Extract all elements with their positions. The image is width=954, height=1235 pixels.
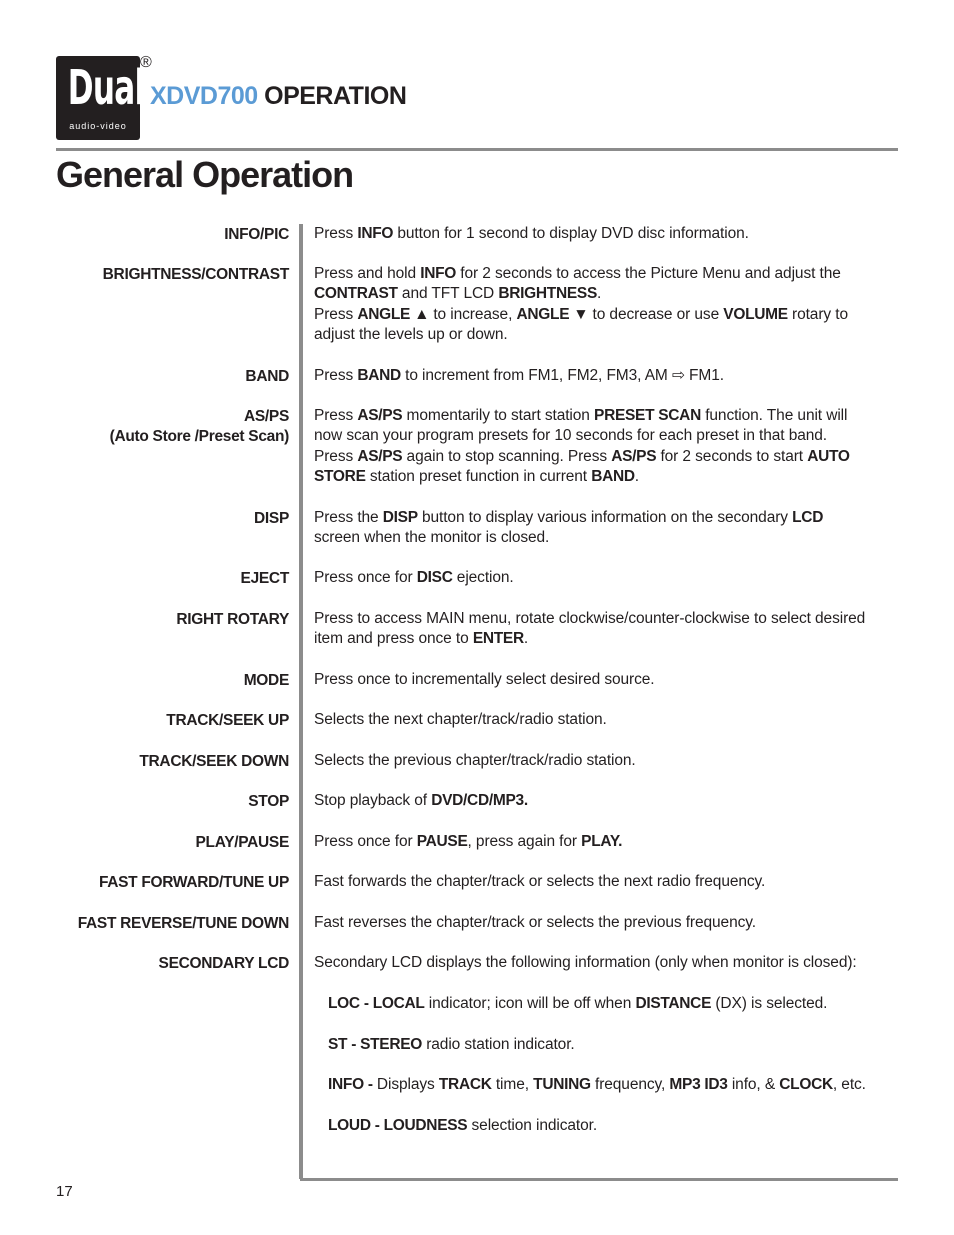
description-line bbox=[314, 528, 904, 548]
bold-term: ANGLE ▲ bbox=[357, 305, 430, 323]
lcd-indicator-description bbox=[328, 1035, 918, 1055]
description-line bbox=[314, 872, 904, 892]
description-line bbox=[314, 710, 904, 730]
control-label bbox=[29, 407, 289, 447]
description-line bbox=[314, 670, 904, 690]
text-run: Fast forwards the chapter/track or selects the next radio frequency. bbox=[314, 873, 766, 890]
control-label-line: FAST REVERSE/TUNE DOWN bbox=[77, 915, 289, 932]
text-run: to decrease or use bbox=[588, 305, 724, 323]
control-label-line: SECONDARY LCD bbox=[158, 955, 289, 972]
text-run: adjust the levels up or down. bbox=[314, 326, 508, 344]
logo-wordmark: Dual bbox=[67, 60, 145, 116]
text-run: Press once to incrementally select desired source. bbox=[314, 671, 655, 688]
bold-term: ST - STEREO bbox=[328, 1036, 423, 1053]
bold-term: AS/PS bbox=[357, 407, 403, 424]
bold-term: STORE bbox=[314, 468, 366, 486]
description-line bbox=[314, 284, 904, 304]
bold-term: PAUSE bbox=[416, 833, 468, 850]
text-run: now scan your program presets for 10 seconds for each preset in that band. bbox=[314, 427, 828, 445]
control-label bbox=[29, 610, 289, 630]
text-run: Press bbox=[314, 407, 358, 424]
text-run: indicator; icon will be off when bbox=[424, 995, 636, 1012]
control-label-line: INFO/PIC bbox=[224, 226, 289, 243]
text-run: button to display various information on the secondary bbox=[417, 509, 793, 526]
bold-term: INFO bbox=[420, 265, 457, 282]
control-label-line: DISP bbox=[254, 510, 289, 527]
bold-term: CONTRAST bbox=[314, 285, 398, 303]
bold-term: LCD bbox=[792, 509, 824, 526]
model-name: XDVD700 bbox=[150, 82, 258, 110]
bold-term: AUTO bbox=[807, 447, 850, 465]
bold-term: ENTER bbox=[472, 630, 524, 648]
bold-term: INFO - bbox=[328, 1076, 373, 1093]
text-run: (DX) is selected. bbox=[711, 995, 828, 1012]
page-title: General Operation bbox=[56, 154, 354, 195]
text-run: . bbox=[634, 468, 639, 486]
lcd-indicator-description bbox=[328, 1116, 918, 1136]
control-label bbox=[29, 509, 289, 529]
control-description bbox=[314, 751, 904, 771]
text-run: Press and hold bbox=[314, 265, 421, 282]
control-label-line: TRACK/SEEK DOWN bbox=[139, 753, 289, 770]
text-run: , etc. bbox=[832, 1076, 866, 1093]
description-line bbox=[314, 832, 904, 852]
text-run: and TFT LCD bbox=[397, 285, 499, 303]
control-label-line: BAND bbox=[245, 368, 289, 385]
control-description bbox=[314, 366, 904, 386]
text-run: Press bbox=[314, 225, 358, 242]
column-divider bbox=[299, 224, 303, 1179]
text-run: Displays bbox=[372, 1076, 439, 1093]
bold-term: AS/PS bbox=[357, 447, 403, 465]
description-line bbox=[314, 305, 904, 325]
text-run: Press once for bbox=[314, 569, 417, 586]
text-run: selection indicator. bbox=[467, 1117, 598, 1134]
text-run: station preset function in current bbox=[365, 468, 592, 486]
description-line bbox=[314, 791, 904, 811]
control-label bbox=[29, 671, 289, 691]
text-run: function. The unit will bbox=[700, 407, 848, 424]
text-run: to increment from FM1, FM2, FM3, AM ⇨ FM1. bbox=[400, 367, 724, 384]
text-run: Press the bbox=[314, 509, 383, 526]
control-label-line: (Auto Store /Preset Scan) bbox=[109, 428, 289, 445]
lcd-indicator-description bbox=[328, 994, 918, 1014]
control-description bbox=[314, 609, 904, 650]
control-label bbox=[29, 225, 289, 245]
bold-term: TRACK bbox=[438, 1076, 492, 1093]
bold-term: DISC bbox=[416, 569, 453, 586]
description-line bbox=[314, 913, 904, 933]
text-run: Press bbox=[314, 367, 358, 384]
description-line bbox=[314, 447, 904, 467]
text-run: screen when the monitor is closed. bbox=[314, 529, 550, 547]
control-description bbox=[314, 568, 904, 588]
control-description bbox=[314, 832, 904, 852]
text-run: time, bbox=[491, 1076, 534, 1093]
control-label-line: TRACK/SEEK UP bbox=[166, 712, 289, 729]
bold-term: PRESET SCAN bbox=[594, 407, 701, 424]
description-line bbox=[314, 426, 904, 446]
description-line bbox=[314, 629, 904, 649]
page-number: 17 bbox=[56, 1183, 73, 1200]
control-description bbox=[314, 406, 904, 488]
footer-divider bbox=[300, 1178, 898, 1181]
bold-term: INFO bbox=[357, 225, 394, 242]
control-label bbox=[29, 833, 289, 853]
control-label bbox=[29, 711, 289, 731]
description-line bbox=[314, 264, 904, 284]
text-run: for 2 seconds to access the Picture Menu and adjust the bbox=[456, 265, 841, 282]
text-run: Fast reverses the chapter/track or selects the previous frequency. bbox=[314, 914, 756, 931]
description-line bbox=[314, 406, 904, 426]
control-label bbox=[29, 914, 289, 934]
logo-subtext: audio-video bbox=[69, 121, 127, 131]
text-run: radio station indicator. bbox=[422, 1036, 575, 1053]
control-label bbox=[29, 752, 289, 772]
text-run: info, & bbox=[727, 1076, 780, 1093]
control-description bbox=[314, 913, 904, 933]
description-line bbox=[314, 953, 904, 973]
description-line bbox=[314, 609, 904, 629]
section-name: OPERATION bbox=[264, 82, 407, 110]
control-label bbox=[29, 954, 289, 974]
text-run: Press bbox=[314, 447, 358, 465]
description-line bbox=[314, 325, 904, 345]
control-label-line: STOP bbox=[248, 793, 289, 810]
bold-term: LOUD - LOUDNESS bbox=[328, 1117, 468, 1134]
bold-term: ANGLE ▼ bbox=[516, 305, 589, 323]
text-run: Press bbox=[314, 305, 358, 323]
text-run: again to stop scanning. Press bbox=[402, 447, 612, 465]
text-run: to increase, bbox=[429, 305, 517, 323]
text-run: rotary to bbox=[787, 305, 848, 323]
control-label-line: MODE bbox=[243, 672, 289, 689]
description-line bbox=[314, 467, 904, 487]
control-description bbox=[314, 710, 904, 730]
section-header bbox=[150, 80, 406, 112]
bold-term: BAND bbox=[357, 367, 401, 384]
text-run: Stop playback of bbox=[314, 792, 432, 809]
control-label-line: RIGHT ROTARY bbox=[176, 611, 289, 628]
header-divider bbox=[56, 148, 898, 151]
control-description bbox=[314, 791, 904, 811]
text-run: for 2 seconds to start bbox=[656, 447, 808, 465]
bold-term: TUNING bbox=[533, 1076, 591, 1093]
text-run: Selects the previous chapter/track/radio station. bbox=[314, 752, 636, 769]
bold-term: AS/PS bbox=[611, 447, 657, 465]
control-description bbox=[314, 872, 904, 892]
control-label-line: AS/PS bbox=[243, 408, 289, 425]
description-line bbox=[314, 508, 904, 528]
control-label bbox=[29, 367, 289, 387]
control-label bbox=[29, 265, 289, 285]
description-line bbox=[314, 366, 904, 386]
text-run: Press to access MAIN menu, rotate clockwise/counter-clockwise to select desired bbox=[314, 610, 866, 627]
bold-term: MP3 ID3 bbox=[669, 1076, 728, 1093]
description-line bbox=[314, 568, 904, 588]
control-label bbox=[29, 569, 289, 589]
text-run: ejection. bbox=[452, 569, 514, 586]
control-description bbox=[314, 670, 904, 690]
description-line bbox=[314, 224, 904, 244]
text-run: momentarily to start station bbox=[402, 407, 595, 424]
registered-mark: ® bbox=[140, 54, 152, 71]
bold-term: DISP bbox=[382, 509, 418, 526]
bold-term: BAND bbox=[591, 468, 635, 486]
description-line bbox=[314, 751, 904, 771]
bold-term: DVD/CD/MP3. bbox=[431, 792, 528, 809]
text-run: item and press once to bbox=[314, 630, 473, 648]
text-run: button for 1 second to display DVD disc information. bbox=[393, 225, 749, 242]
control-description bbox=[314, 953, 904, 973]
text-run: Selects the next chapter/track/radio station. bbox=[314, 711, 607, 728]
bold-term: BRIGHTNESS bbox=[498, 285, 597, 303]
control-label bbox=[29, 873, 289, 893]
text-run: . bbox=[596, 285, 602, 303]
control-label bbox=[29, 792, 289, 812]
lcd-indicator-description bbox=[328, 1075, 918, 1095]
text-run: . bbox=[523, 630, 529, 648]
text-run: frequency, bbox=[590, 1076, 670, 1093]
control-label-line: FAST FORWARD/TUNE UP bbox=[98, 874, 289, 891]
bold-term: LOC - LOCAL bbox=[328, 995, 425, 1012]
control-description bbox=[314, 508, 904, 549]
text-run: Secondary LCD displays the following information (only when monitor is closed): bbox=[314, 954, 857, 971]
control-label-line: PLAY/PAUSE bbox=[195, 834, 289, 851]
bold-term: PLAY. bbox=[581, 833, 623, 850]
control-description bbox=[314, 224, 904, 244]
control-label-line: EJECT bbox=[240, 570, 289, 587]
control-label-line: BRIGHTNESS/CONTRAST bbox=[102, 266, 289, 283]
text-run: , press again for bbox=[467, 833, 582, 850]
dual-logo bbox=[56, 56, 145, 140]
control-description bbox=[314, 264, 904, 346]
bold-term: VOLUME bbox=[723, 305, 788, 323]
bold-term: CLOCK bbox=[779, 1076, 833, 1093]
bold-term: DISTANCE bbox=[635, 995, 712, 1012]
text-run: Press once for bbox=[314, 833, 417, 850]
